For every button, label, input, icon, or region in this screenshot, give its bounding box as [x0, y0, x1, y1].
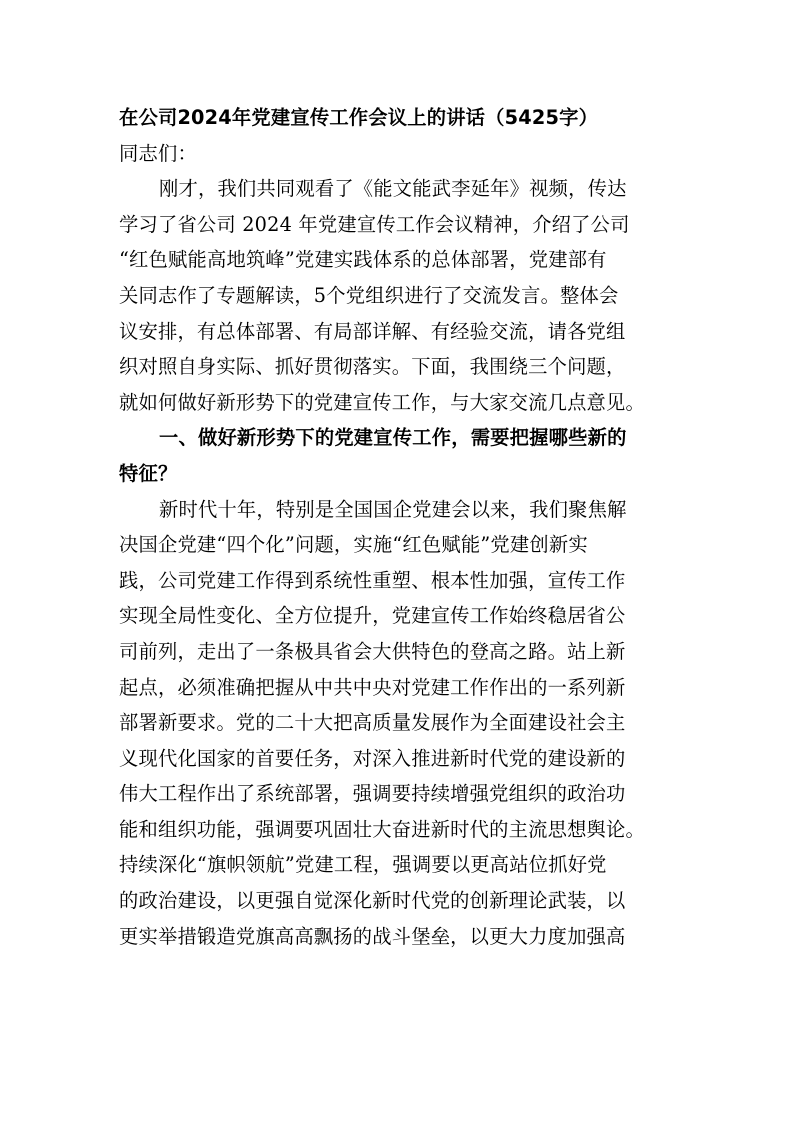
paragraph-line: 学习了省公司 2024 年党建宣传工作会议精神，介绍了公司: [119, 212, 630, 236]
paragraph-line: “红色赋能高地筑峰”党建实践体系的总体部署，党建部有: [119, 248, 607, 272]
paragraph-line: 践，公司党建工作得到系统性重塑、根本性加强，宣传工作: [119, 568, 626, 592]
paragraph-line: 部署新要求。党的二十大把高质量发展作为全面建设社会主: [119, 711, 626, 735]
paragraph-line: 实现全局性变化、全方位提升，党建宣传工作始终稳居省公: [119, 604, 626, 628]
paragraph-line: 的政治建设，以更强自觉深化新时代党的创新理论武装，以: [119, 889, 626, 913]
paragraph-2: [119, 492, 679, 955]
paragraph-line: 决国企党建“四个化”问题，实施“红色赋能”党建创新实: [119, 533, 588, 557]
section-heading-1: [119, 420, 679, 491]
paragraph-1: [119, 171, 679, 420]
paragraph-line: 关同志作了专题解读，5个党组织进行了交流发言。整体会: [119, 283, 619, 307]
paragraph-line: 司前列，走出了一条极具省会大供特色的登高之路。站上新: [119, 639, 626, 663]
document-body: [119, 100, 679, 954]
paragraph-line: 议安排，有总体部署、有局部详解、有经验交流，请各党组: [119, 319, 626, 343]
paragraph-line: 持续深化“旗帜领航”党建工程，强调要以更高站位抓好党: [119, 853, 607, 877]
paragraph-line: 刚才，我们共同观看了《能文能武李延年》视频，传达: [159, 177, 627, 201]
paragraph-line: 义现代化国家的首要任务，对深入推进新时代党的建设新的: [119, 746, 626, 770]
salutation: 同志们：: [119, 141, 197, 165]
paragraph-line: 织对照自身实际、抓好贯彻落实。下面，我围绕三个问题，: [119, 355, 626, 379]
paragraph-line: 更实举措锻造党旗高高飘扬的战斗堡垒，以更大力度加强高: [119, 924, 626, 948]
paragraph-line: 就如何做好新形势下的党建宣传工作，与大家交流几点意见。: [119, 390, 645, 414]
paragraph-line: 新时代十年，特别是全国国企党建会以来，我们聚焦解: [159, 497, 627, 521]
paragraph-line: 能和组织功能，强调要巩固壮大奋进新时代的主流思想舆论。: [119, 817, 645, 841]
document-title: 在公司2024年党建宣传工作会议上的讲话（5425字）: [119, 106, 599, 129]
heading-line: 一、做好新形势下的党建宣传工作，需要把握哪些新的: [159, 426, 627, 450]
paragraph-line: 起点，必须准确把握从中共中央对党建工作作出的一系列新: [119, 675, 626, 699]
heading-line: 特征？: [119, 461, 178, 485]
paragraph-line: 伟大工程作出了系统部署，强调要持续增强党组织的政治功: [119, 782, 626, 806]
